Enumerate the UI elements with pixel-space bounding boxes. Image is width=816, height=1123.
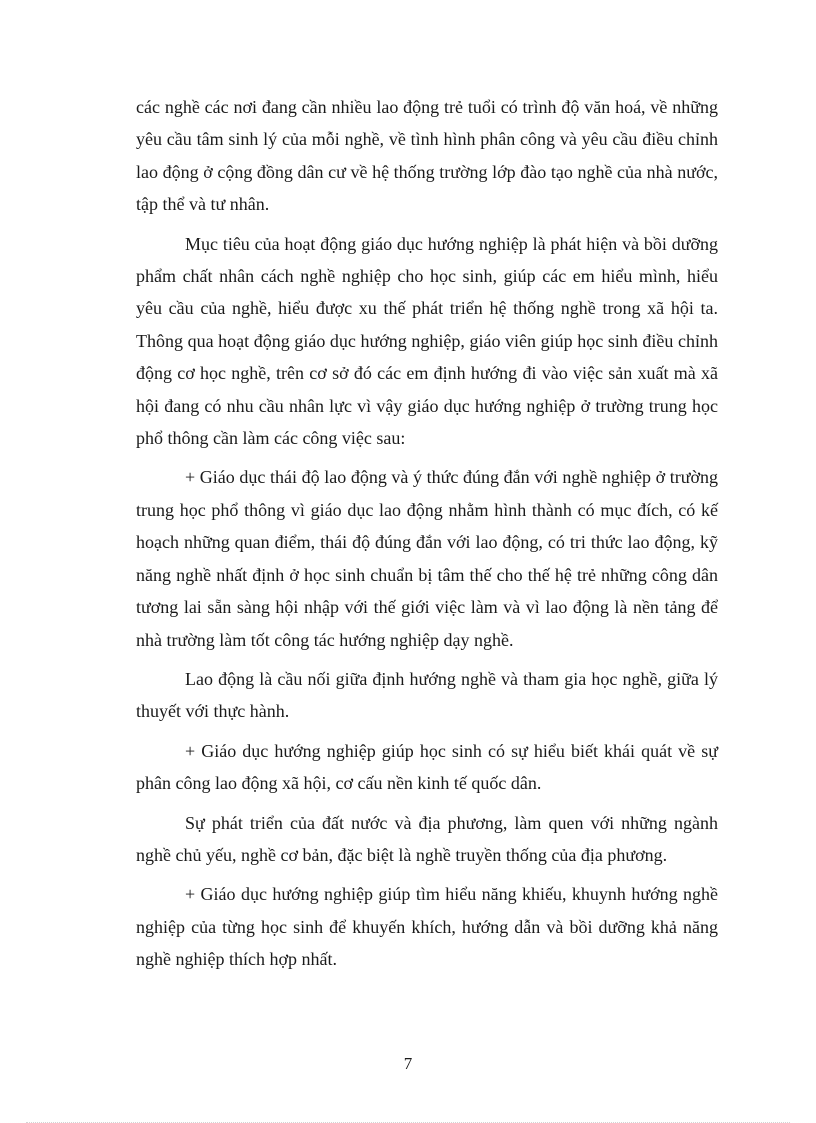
paragraph-labor-education: + Giáo dục thái độ lao động và ý thức đúng đắn với nghề nghiệp ở trường trung học phổ thông vì giáo dục lao động nhằm hình thành có mục đích, có kế hoạch những quan điểm, thái độ đúng đắn với lao động, có tri thức lao động, kỹ năng nghề nhất định ở học sinh chuẩn bị tâm thế cho thế hệ trẻ những công dân tương lai sẵn sàng hội nhập với thế giới việc làm và vì lao động là nền tảng để nhà trường làm tốt công tác hướng nghiệp dạy nghề.: [136, 467, 718, 650]
paragraph-goal: Mục tiêu của hoạt động giáo dục hướng nghiệp là phát hiện và bồi dưỡng phẩm chất nhân cách nghề nghiệp cho học sinh, giúp các em hiểu mình, hiểu yêu cầu của nghề, hiểu được xu thế phát triển hệ thống nghề trong xã hội ta. Thông qua hoạt động giáo dục hướng nghiệp, giáo viên giúp học sinh điều chỉnh động cơ học nghề, trên cơ sở đó các em định hướng đi vào việc sản xuất mà xã hội đang có nhu cầu nhân lực vì vậy giáo dục hướng nghiệp ở trường trung học phổ thông cần làm các công việc sau:: [136, 233, 718, 449]
paragraph-local-development: Sự phát triển của đất nước và địa phương, làm quen với những ngành nghề chủ yếu, nghề cơ bản, đặc biệt là nghề truyền thống của địa phương.: [136, 812, 718, 865]
paragraph-social-division: + Giáo dục hướng nghiệp giúp học sinh có sự hiểu biết khái quát về sự phân công lao động xã hội, cơ cấu nền kinh tế quốc dân.: [136, 740, 718, 794]
page-body: [136, 91, 718, 983]
paragraph-continuation: các nghề các nơi đang cần nhiều lao động trẻ tuổi có trình độ văn hoá, về những yêu cầu tâm sinh lý của mỗi nghề, về tình hình phân công và yêu cầu điều chỉnh lao động ở cộng đồng dân cư về hệ thống trường lớp đào tạo nghề của nhà nước, tập thể và tư nhân.: [136, 97, 718, 215]
paragraph-labor-bridge: Lao động là cầu nối giữa định hướng nghề và tham gia học nghề, giữa lý thuyết với thực hành.: [136, 668, 718, 722]
page-number: 7: [403, 1054, 413, 1073]
paragraph-aptitude: + Giáo dục hướng nghiệp giúp tìm hiểu năng khiếu, khuynh hướng nghề nghiệp của từng học sinh để khuyến khích, hướng dẫn và bồi dưỡng khả năng nghề nghiệp thích hợp nhất.: [136, 884, 718, 970]
